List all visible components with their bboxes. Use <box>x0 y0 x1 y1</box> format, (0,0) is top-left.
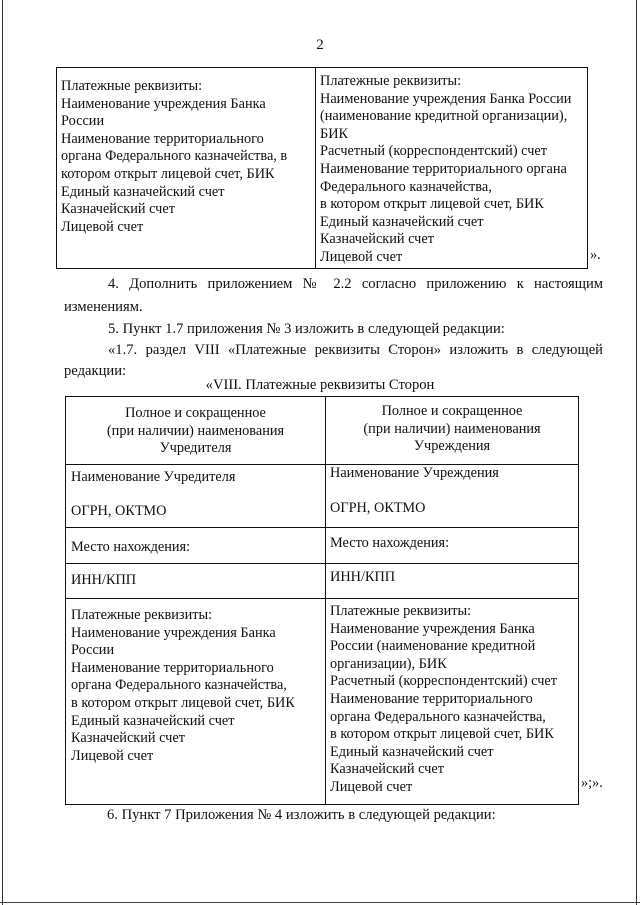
table2-top-border <box>65 396 579 397</box>
table2-row-border-4 <box>65 598 579 599</box>
table2-bottom-border <box>65 804 579 805</box>
page-number: 2 <box>316 37 324 53</box>
table2-header-institution: Полное и сокращенное (при наличии) наименования Учреждения <box>363 403 541 454</box>
table2-institution-name: Наименование Учреждения <box>330 465 499 481</box>
table1-right-cell: Платежные реквизиты: Наименование учреждения Банка России (наименование кредитной организации), БИК Расчетный (корреспондентский) счет Наименование территориального органа Федерального казначейства, в котором открыт лицевой счет, БИК Единый казначейский счет Казначейский счет Лицевой счет <box>320 73 572 265</box>
paragraph-4-line2: изменениям. <box>64 299 143 315</box>
table1-closing-quote: ». <box>590 247 601 263</box>
table2-institution-inn: ИНН/КПП <box>330 569 396 585</box>
table1-left-border <box>56 67 57 269</box>
table1-right-border <box>587 67 588 269</box>
paragraph-5: 5. Пункт 1.7 приложения № 3 изложить в следующей редакции: <box>108 321 505 337</box>
table2-row-border-2 <box>65 527 579 528</box>
table1-bottom-border <box>56 268 588 269</box>
paragraph-4-line1: 4. Дополнить приложением № 2.2 согласно приложению к настоящим <box>108 276 603 292</box>
scan-edge-left <box>2 0 3 905</box>
table2-institution-ogrn: ОГРН, ОКТМО <box>330 500 426 516</box>
table1-divider <box>315 67 316 269</box>
table1-top-border <box>56 67 588 68</box>
table2-founder-payment: Платежные реквизиты: Наименование учреждения Банка России Наименование территориального органа Федерального казначейства, в котором открыт лицевой счет, БИК Единый казначейский счет Казначейский счет Лицевой счет <box>71 607 295 764</box>
table2-founder-ogrn: ОГРН, ОКТМО <box>71 503 167 519</box>
table2-founder-inn: ИНН/КПП <box>71 572 137 588</box>
table2-closing-quote: »;». <box>581 775 603 791</box>
table2-header-founder: Полное и сокращенное (при наличии) наименования Учредителя <box>106 405 285 456</box>
paragraph-6: 6. Пункт 7 Приложения № 4 изложить в следующей редакции: <box>107 807 496 823</box>
table2-founder-location: Место нахождения: <box>71 539 191 555</box>
table2-divider <box>325 396 326 805</box>
section-heading: «VIII. Платежные реквизиты Сторон <box>205 377 435 393</box>
table2-institution-location: Место нахождения: <box>330 535 450 551</box>
table2-row-border-3 <box>65 563 579 564</box>
paragraph-1-7-line1: «1.7. раздел VIII «Платежные реквизиты Сторон» изложить в следующей <box>108 342 603 358</box>
table2-right-border <box>578 396 579 805</box>
table2-founder-name: Наименование Учредителя <box>71 469 236 485</box>
paragraph-1-7-line2: редакции: <box>64 363 127 379</box>
table1-left-cell: Платежные реквизиты: Наименование учреждения Банка России Наименование территориального органа Федерального казначейства, в котором открыт лицевой счет, БИК Единый казначейский счет Казначейский счет Лицевой счет <box>61 78 288 235</box>
scan-edge-bottom <box>0 902 640 903</box>
scan-edge-right <box>636 0 637 905</box>
table2-institution-payment: Платежные реквизиты: Наименование учреждения Банка России (наименование кредитной организации), БИК Расчетный (корреспондентский) счет Наименование территориального органа Федерального казначейства, в котором открыт лицевой счет, БИК Единый казначейский счет Казначейский счет Лицевой счет <box>330 603 558 795</box>
